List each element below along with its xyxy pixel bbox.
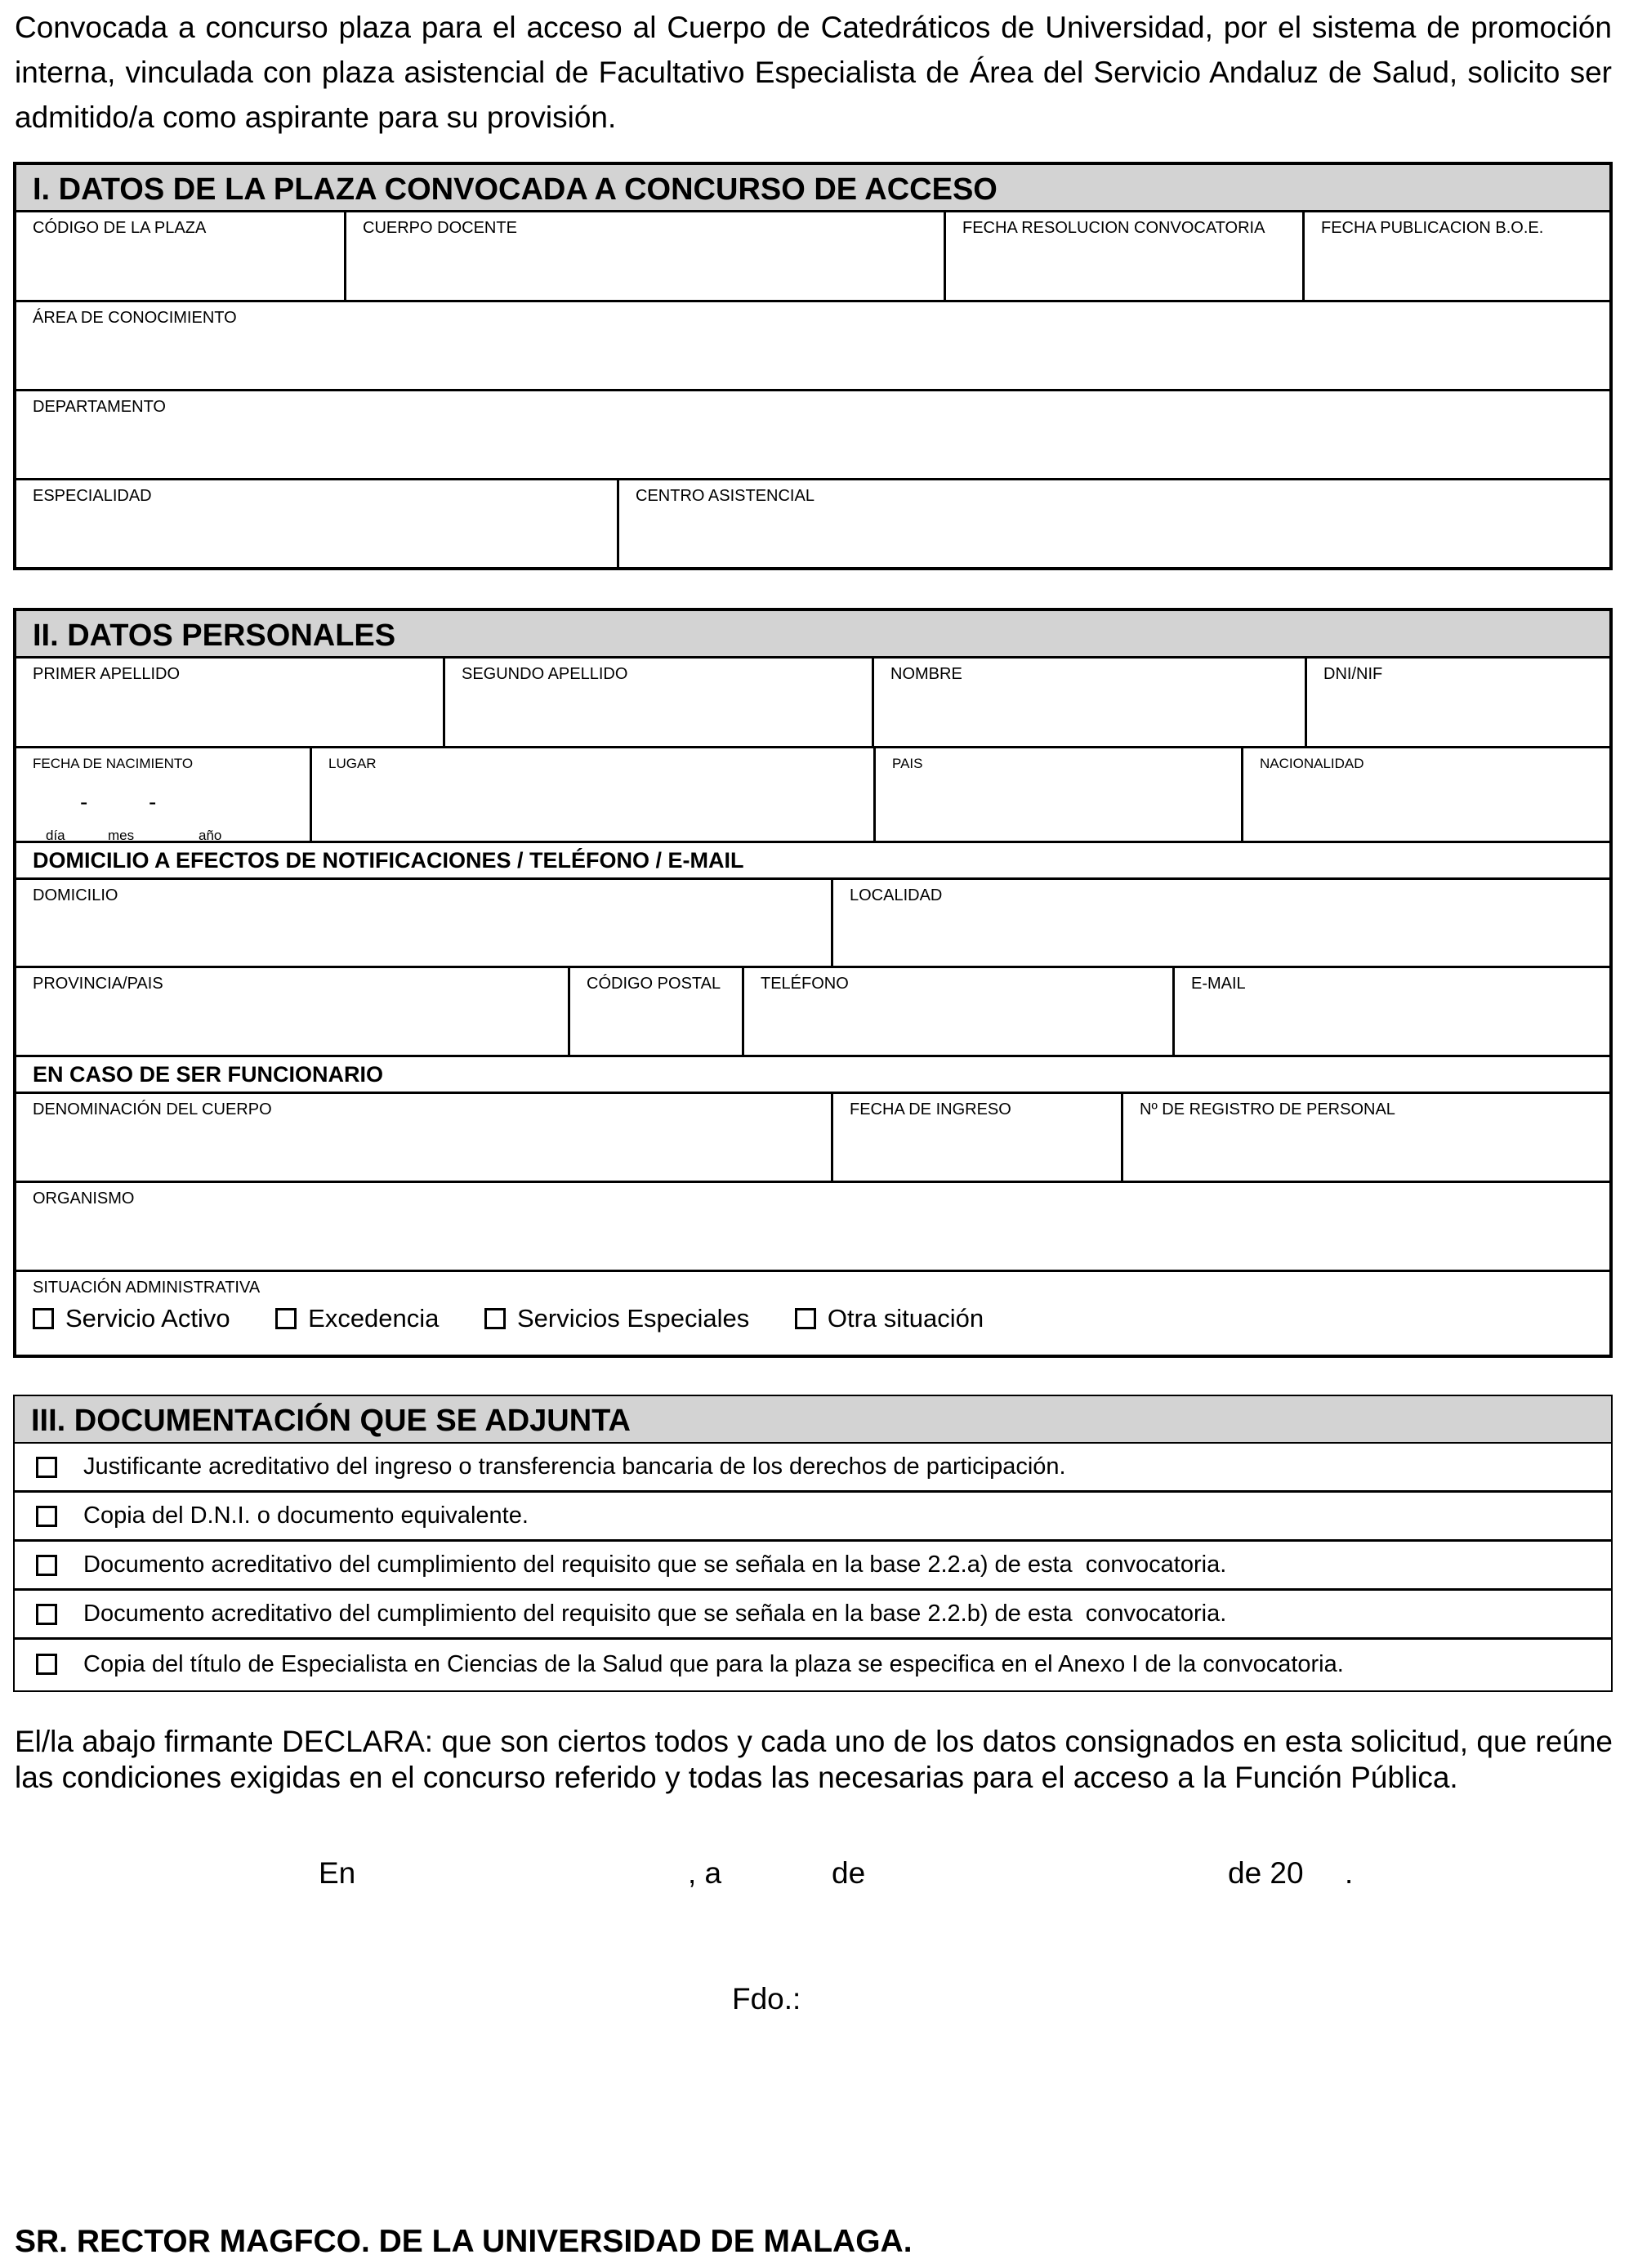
situacion-field xyxy=(16,1272,1609,1351)
codigo-plaza-label: CÓDIGO DE LA PLAZA xyxy=(33,219,207,237)
checkbox-icon[interactable] xyxy=(275,1308,297,1329)
codigo-postal-label: CÓDIGO POSTAL xyxy=(587,975,721,993)
dob-mes-label: mes xyxy=(108,828,135,843)
segundo-apellido-field[interactable] xyxy=(445,659,874,746)
especialidad-label: ESPECIALIDAD xyxy=(33,487,152,505)
situacion-option-label: Otra situación xyxy=(827,1304,984,1333)
area-conocimiento-field[interactable] xyxy=(16,302,1609,389)
dob-anio-label: año xyxy=(199,828,222,843)
personales-row-5 xyxy=(16,1094,1609,1183)
checkbox-icon[interactable] xyxy=(36,1555,57,1576)
situacion-option-otra[interactable] xyxy=(795,1304,984,1333)
organismo-label: ORGANISMO xyxy=(33,1190,135,1208)
personales-row-6 xyxy=(16,1183,1609,1272)
nombre-field[interactable] xyxy=(874,659,1307,746)
fecha-resolucion-label: FECHA RESOLUCION CONVOCATORIA xyxy=(962,219,1265,237)
personales-row-7 xyxy=(16,1272,1609,1351)
checkbox-icon[interactable] xyxy=(795,1308,816,1329)
primer-apellido-field[interactable] xyxy=(16,659,445,746)
centro-asistencial-label: CENTRO ASISTENCIAL xyxy=(636,487,814,505)
situacion-option-label: Excedencia xyxy=(308,1304,440,1333)
personales-row-4 xyxy=(16,968,1609,1057)
year-de20-label: de 20 xyxy=(1228,1856,1304,1890)
departamento-label: DEPARTAMENTO xyxy=(33,398,166,416)
situacion-option-especiales[interactable] xyxy=(484,1304,749,1333)
email-field[interactable] xyxy=(1175,968,1609,1055)
signature-label: Fdo.: xyxy=(732,1982,801,2016)
dob-dia-label: día xyxy=(46,828,65,843)
checkbox-icon[interactable] xyxy=(36,1654,57,1675)
checkbox-icon[interactable] xyxy=(33,1308,54,1329)
fecha-resolucion-field[interactable] xyxy=(946,212,1305,300)
doc-item-base-2-2-b[interactable] xyxy=(15,1591,1611,1640)
domicilio-field[interactable] xyxy=(16,880,833,966)
codigo-postal-field[interactable] xyxy=(570,968,744,1055)
segundo-apellido-label: SEGUNDO APELLIDO xyxy=(462,665,628,683)
telefono-label: TELÉFONO xyxy=(761,975,849,993)
doc-item-base-2-2-a[interactable] xyxy=(15,1542,1611,1591)
addressee: SR. RECTOR MAGFCO. DE LA UNIVERSIDAD DE MALAGA. xyxy=(15,2224,913,2259)
denominacion-label: DENOMINACIÓN DEL CUERPO xyxy=(33,1101,272,1118)
pais-label: PAIS xyxy=(892,756,923,771)
provincia-field[interactable] xyxy=(16,968,570,1055)
place-a-label: , a xyxy=(688,1856,722,1890)
especialidad-field[interactable] xyxy=(16,480,619,567)
email-label: E-MAIL xyxy=(1191,975,1246,993)
dob-dash-1: - xyxy=(80,789,88,815)
section-plaza xyxy=(13,162,1613,570)
situacion-options xyxy=(33,1304,1593,1334)
plaza-row-3 xyxy=(16,391,1609,480)
intro-paragraph: Convocada a concurso plaza para el acceso al Cuerpo de Catedráticos de Universidad, por el sistema de promoción interna, vinculada con plaza asistencial de Facultativo Especialista de Área del Servicio Andaluz de Salud, solicito ser admitido/a como aspirante para su provisión. xyxy=(15,11,1612,134)
doc-item-dni[interactable] xyxy=(15,1493,1611,1542)
area-conocimiento-label: ÁREA DE CONOCIMIENTO xyxy=(33,309,237,327)
localidad-field[interactable] xyxy=(833,880,1609,966)
section-documentacion xyxy=(13,1395,1613,1692)
checkbox-icon[interactable] xyxy=(484,1308,506,1329)
fecha-ingreso-field[interactable] xyxy=(833,1094,1123,1181)
domicilio-label: DOMICILIO xyxy=(33,886,118,904)
cuerpo-docente-field[interactable] xyxy=(346,212,946,300)
checkbox-icon[interactable] xyxy=(36,1604,57,1625)
pais-field[interactable] xyxy=(876,748,1243,841)
lugar-label: LUGAR xyxy=(328,756,377,771)
situacion-option-label: Servicios Especiales xyxy=(516,1304,750,1333)
situacion-option-excedencia[interactable] xyxy=(275,1304,439,1333)
nacionalidad-field[interactable] xyxy=(1243,748,1609,841)
fecha-boe-field[interactable] xyxy=(1305,212,1609,300)
telefono-field[interactable] xyxy=(744,968,1175,1055)
doc-item-label: Copia del D.N.I. o documento equivalente. xyxy=(83,1502,529,1529)
cuerpo-docente-label: CUERPO DOCENTE xyxy=(363,219,517,237)
situacion-label: SITUACIÓN ADMINISTRATIVA xyxy=(33,1279,261,1297)
doc-item-titulo-especialista[interactable] xyxy=(15,1640,1611,1689)
dob-dash-2: - xyxy=(149,789,157,815)
fecha-nacimiento-field[interactable] xyxy=(16,748,312,841)
declaration-paragraph: El/la abajo firmante DECLARA: que son ciertos todos y cada uno de los datos consignados en esta solicitud, que reúne las condiciones exigidas en el concurso referido y todas las necesarias para el acceso a la Función Pública. xyxy=(15,1725,1613,1794)
personales-row-1 xyxy=(16,659,1609,748)
domicilio-subheader: DOMICILIO A EFECTOS DE NOTIFICACIONES / TELÉFONO / E-MAIL xyxy=(16,843,1609,880)
plaza-row-2 xyxy=(16,302,1609,391)
doc-item-label: Copia del título de Especialista en Ciencias de la Salud que para la plaza se especifica en el Anexo I de la convocatoria. xyxy=(83,1650,1344,1677)
codigo-plaza-field[interactable] xyxy=(16,212,346,300)
provincia-label: PROVINCIA/PAIS xyxy=(33,975,163,993)
doc-item-justificante[interactable] xyxy=(15,1444,1611,1493)
date-period: . xyxy=(1345,1856,1354,1890)
doc-item-label: Justificante acreditativo del ingreso o transferencia bancaria de los derechos de participación. xyxy=(83,1453,1066,1480)
checkbox-icon[interactable] xyxy=(36,1506,57,1527)
localidad-label: LOCALIDAD xyxy=(850,886,943,904)
centro-asistencial-field[interactable] xyxy=(619,480,1609,567)
dni-label: DNI/NIF xyxy=(1323,665,1383,683)
plaza-row-1 xyxy=(16,212,1609,302)
nombre-label: NOMBRE xyxy=(890,665,962,683)
primer-apellido-label: PRIMER APELLIDO xyxy=(33,665,181,683)
section-personales xyxy=(13,608,1613,1358)
date-de-label: de xyxy=(832,1856,866,1890)
place-en-label: En xyxy=(319,1856,356,1890)
personales-row-3 xyxy=(16,880,1609,968)
checkbox-icon[interactable] xyxy=(36,1457,57,1478)
registro-personal-label: Nº DE REGISTRO DE PERSONAL xyxy=(1140,1101,1395,1118)
nacionalidad-label: NACIONALIDAD xyxy=(1260,756,1364,771)
plaza-row-4 xyxy=(16,480,1609,567)
section-plaza-title: I. DATOS DE LA PLAZA CONVOCADA A CONCURSO DE ACCESO xyxy=(16,165,1609,212)
registro-personal-field[interactable] xyxy=(1123,1094,1609,1181)
fecha-ingreso-label: FECHA DE INGRESO xyxy=(850,1101,1011,1118)
situacion-option-activo[interactable] xyxy=(33,1304,230,1333)
fecha-boe-label: FECHA PUBLICACION B.O.E. xyxy=(1321,219,1544,237)
doc-item-label: Documento acreditativo del cumplimiento del requisito que se señala en la base 2.2.a) de esta convocatoria. xyxy=(83,1551,1227,1578)
personales-row-2 xyxy=(16,748,1609,843)
dni-field[interactable] xyxy=(1307,659,1609,746)
doc-item-label: Documento acreditativo del cumplimiento del requisito que se señala en la base 2.2.b) de esta convocatoria. xyxy=(83,1601,1227,1627)
organismo-field[interactable] xyxy=(16,1183,1609,1270)
section-personales-title: II. DATOS PERSONALES xyxy=(16,611,1609,659)
denominacion-field[interactable] xyxy=(16,1094,833,1181)
departamento-field[interactable] xyxy=(16,391,1609,478)
fecha-nacimiento-label: FECHA DE NACIMIENTO xyxy=(33,756,194,771)
section-documentacion-title: III. DOCUMENTACIÓN QUE SE ADJUNTA xyxy=(15,1396,1611,1444)
funcionario-subheader: EN CASO DE SER FUNCIONARIO xyxy=(16,1057,1609,1094)
lugar-field[interactable] xyxy=(312,748,876,841)
situacion-option-label: Servicio Activo xyxy=(65,1304,230,1333)
